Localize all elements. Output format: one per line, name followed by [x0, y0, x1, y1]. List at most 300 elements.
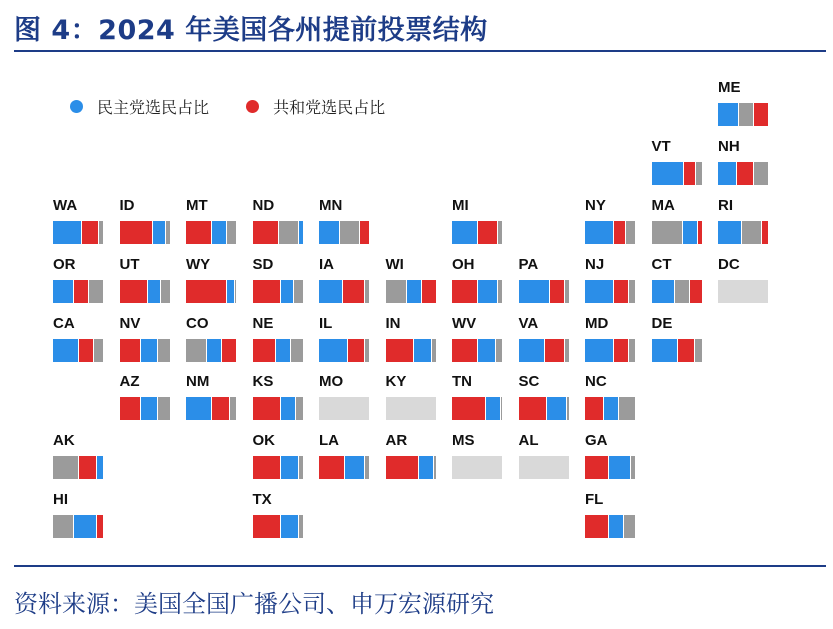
- state-tile-wi: [386, 257, 438, 303]
- state-tile-ma: [652, 198, 704, 244]
- bar-segment-dem: [298, 221, 303, 244]
- bar-segment-rep: [359, 221, 369, 244]
- bar-segment-rep: [120, 221, 153, 244]
- state-bar: [718, 280, 768, 303]
- bar-segment-other: [278, 221, 298, 244]
- bar-segment-rep: [73, 280, 88, 303]
- state-label: WY: [186, 255, 211, 273]
- state-label: ID: [119, 197, 135, 214]
- legend-label-rep: 共和党选民占比: [273, 98, 386, 117]
- state-tile-ne: [253, 316, 305, 362]
- bar-segment-dem: [280, 515, 298, 538]
- bar-segment-rep: [452, 397, 485, 420]
- bar-segment-rep: [253, 339, 276, 362]
- state-label: GA: [585, 432, 608, 450]
- state-bar: [253, 456, 303, 479]
- bar-segment-dem: [652, 162, 683, 185]
- state-bar: [319, 221, 369, 244]
- bar-segment-rep: [120, 397, 140, 420]
- bar-segment-dem: [585, 280, 613, 303]
- state-bar: [519, 456, 569, 479]
- state-label: WA: [53, 197, 78, 214]
- bar-segment-na: [452, 456, 502, 479]
- state-bar: [120, 221, 170, 244]
- state-label: PA: [518, 255, 539, 273]
- state-bar: [53, 339, 103, 362]
- state-bar: [386, 280, 436, 303]
- state-bar: [186, 339, 236, 362]
- bar-segment-other: [234, 280, 237, 303]
- state-tile-mo: [319, 374, 371, 420]
- bar-segment-dem: [140, 339, 158, 362]
- state-bar: [53, 280, 103, 303]
- bar-segment-other: [495, 339, 503, 362]
- state-tile-ks: [253, 374, 305, 420]
- bar-segment-other: [364, 456, 369, 479]
- state-label: MD: [585, 314, 609, 332]
- bar-segment-dem: [585, 339, 613, 362]
- bar-segment-other: [497, 221, 502, 244]
- state-bar: [585, 339, 635, 362]
- bar-segment-rep: [96, 515, 104, 538]
- state-tile-la: [319, 433, 371, 479]
- bar-segment-rep: [253, 456, 281, 479]
- bar-segment-rep: [386, 456, 419, 479]
- bar-segment-other: [652, 221, 682, 244]
- state-bar: [452, 339, 502, 362]
- state-bar: [718, 103, 768, 126]
- bar-segment-dem: [652, 339, 677, 362]
- state-label: AZ: [119, 373, 140, 391]
- state-bar: [386, 339, 436, 362]
- bar-segment-other: [628, 280, 636, 303]
- bar-segment-dem: [608, 456, 631, 479]
- state-label: MA: [651, 197, 675, 214]
- bar-segment-dem: [652, 280, 675, 303]
- bar-segment-other: [741, 221, 761, 244]
- legend-label-dem: 民主党选民占比: [97, 98, 210, 117]
- state-bar: [186, 280, 236, 303]
- state-bar: [253, 397, 303, 420]
- bar-segment-other: [88, 280, 103, 303]
- bar-segment-rep: [477, 221, 497, 244]
- state-bar: [585, 280, 635, 303]
- bar-segment-other: [386, 280, 406, 303]
- state-tile-ar: [386, 433, 438, 479]
- bar-segment-dem: [53, 221, 81, 244]
- state-label: KY: [385, 373, 407, 391]
- state-tile-dc: [718, 257, 770, 303]
- bar-segment-other: [623, 515, 636, 538]
- state-tile-mi: [452, 198, 504, 244]
- bar-segment-dem: [319, 280, 342, 303]
- state-bar: [53, 515, 103, 538]
- state-bar: [253, 280, 303, 303]
- state-tile-ga: [585, 433, 637, 479]
- state-label: IN: [385, 314, 401, 332]
- state-label: AK: [53, 432, 75, 450]
- bar-segment-rep: [120, 280, 148, 303]
- state-tile-tx: [253, 492, 305, 538]
- bar-segment-rep: [585, 515, 608, 538]
- state-tile-hi: [53, 492, 105, 538]
- bar-segment-dem: [452, 221, 477, 244]
- state-tile-ri: [718, 198, 770, 244]
- bar-segment-dem: [682, 221, 697, 244]
- state-label: DE: [651, 314, 673, 332]
- bar-segment-dem: [477, 339, 495, 362]
- state-label: NE: [252, 314, 274, 332]
- state-tile-az: [120, 374, 172, 420]
- bar-segment-other: [566, 397, 569, 420]
- state-bar: [585, 456, 635, 479]
- bar-segment-rep: [186, 280, 226, 303]
- state-label: SC: [518, 373, 540, 391]
- bar-segment-other: [226, 221, 236, 244]
- bar-segment-other: [53, 456, 78, 479]
- state-bar: [319, 280, 369, 303]
- state-bar: [519, 339, 569, 362]
- bar-segment-other: [628, 339, 636, 362]
- bar-segment-other: [625, 221, 635, 244]
- state-tile-nd: [253, 198, 305, 244]
- state-bar: [652, 339, 702, 362]
- bar-segment-dem: [280, 397, 295, 420]
- bar-segment-dem: [485, 397, 500, 420]
- state-label: ND: [252, 197, 275, 214]
- state-tile-ia: [319, 257, 371, 303]
- state-label: NC: [585, 373, 607, 391]
- state-label: SD: [252, 255, 274, 273]
- bar-segment-rep: [613, 280, 628, 303]
- state-bar: [319, 456, 369, 479]
- chart-title: 图 4：2024 年美国各州提前投票结构: [14, 15, 488, 46]
- bar-segment-rep: [683, 162, 696, 185]
- bar-segment-dem: [53, 280, 73, 303]
- state-bar: [120, 280, 170, 303]
- bar-segment-rep: [78, 456, 96, 479]
- state-bar: [652, 162, 702, 185]
- state-tile-al: [519, 433, 571, 479]
- bar-segment-rep: [186, 221, 211, 244]
- bar-segment-dem: [275, 339, 290, 362]
- state-label: RI: [718, 197, 733, 214]
- state-label: LA: [319, 432, 339, 450]
- state-tile-id: [120, 198, 172, 244]
- state-label: NM: [186, 373, 210, 391]
- bar-segment-other: [53, 515, 73, 538]
- bar-segment-other: [157, 339, 170, 362]
- source-note: 资料来源：美国全国广播公司、申万宏源研究: [14, 590, 494, 618]
- bar-segment-other: [293, 280, 303, 303]
- bar-segment-dem: [53, 339, 78, 362]
- bar-segment-rep: [253, 397, 281, 420]
- state-tile-nj: [585, 257, 637, 303]
- state-tile-ca: [53, 316, 105, 362]
- state-tile-mn: [319, 198, 371, 244]
- state-tile-ok: [253, 433, 305, 479]
- bar-segment-rep: [319, 456, 344, 479]
- bar-segment-dem: [603, 397, 618, 420]
- bar-segment-rep: [211, 397, 229, 420]
- bar-segment-dem: [211, 221, 226, 244]
- state-bar: [53, 221, 103, 244]
- state-label: KS: [252, 373, 274, 391]
- bar-segment-dem: [519, 339, 544, 362]
- bar-segment-other: [694, 339, 702, 362]
- bar-segment-rep: [421, 280, 436, 303]
- state-tile-vt: [652, 139, 704, 185]
- state-label: OK: [252, 432, 275, 450]
- bar-segment-dem: [413, 339, 431, 362]
- bar-segment-dem: [477, 280, 497, 303]
- bar-segment-other: [93, 339, 103, 362]
- bar-segment-rep: [544, 339, 564, 362]
- bar-segment-rep: [253, 515, 281, 538]
- bar-segment-rep: [585, 397, 603, 420]
- state-bar: [452, 397, 502, 420]
- state-tile-tn: [452, 374, 504, 420]
- state-label: MS: [452, 432, 475, 450]
- state-bar: [120, 397, 170, 420]
- state-bar: [585, 221, 635, 244]
- bar-segment-rep: [613, 339, 628, 362]
- state-bar: [186, 221, 236, 244]
- state-label: IL: [319, 314, 333, 332]
- state-label: NH: [718, 138, 740, 156]
- state-bar: [652, 280, 702, 303]
- bar-segment-rep: [761, 221, 769, 244]
- bar-segment-rep: [753, 103, 768, 126]
- bar-segment-rep: [689, 280, 702, 303]
- state-tile-pa: [519, 257, 571, 303]
- bar-segment-dem: [147, 280, 160, 303]
- state-tile-ms: [452, 433, 504, 479]
- state-label: VT: [651, 138, 671, 156]
- state-tile-wv: [452, 316, 504, 362]
- bar-segment-other: [618, 397, 636, 420]
- bar-segment-other: [298, 515, 303, 538]
- state-tile-sc: [519, 374, 571, 420]
- state-bar: [253, 339, 303, 362]
- state-label: DC: [718, 255, 740, 273]
- state-bar: [386, 397, 436, 420]
- bar-segment-other: [339, 221, 359, 244]
- bar-segment-other: [431, 339, 436, 362]
- bar-segment-dem: [280, 456, 298, 479]
- bar-segment-dem: [585, 221, 613, 244]
- state-bar: [452, 280, 502, 303]
- bar-segment-dem: [280, 280, 293, 303]
- state-label: MT: [186, 197, 208, 214]
- bar-segment-other: [497, 280, 502, 303]
- state-tile-in: [386, 316, 438, 362]
- bar-segment-rep: [452, 280, 477, 303]
- state-tile-me: [718, 80, 770, 126]
- bar-segment-rep: [347, 339, 365, 362]
- bar-segment-other: [738, 103, 753, 126]
- state-tile-oh: [452, 257, 504, 303]
- state-label: CO: [186, 314, 209, 332]
- state-tile-mt: [186, 198, 238, 244]
- bar-segment-rep: [253, 280, 281, 303]
- bar-segment-other: [157, 397, 170, 420]
- state-tile-wy: [186, 257, 238, 303]
- state-bar: [718, 162, 768, 185]
- bar-segment-dem: [718, 221, 741, 244]
- bar-segment-other: [674, 280, 689, 303]
- state-bar: [386, 456, 436, 479]
- bar-segment-rep: [253, 221, 278, 244]
- state-tile-nh: [718, 139, 770, 185]
- bar-segment-rep: [221, 339, 236, 362]
- bar-segment-other: [753, 162, 768, 185]
- bar-segment-dem: [344, 456, 364, 479]
- bar-segment-dem: [718, 162, 736, 185]
- state-tile-wa: [53, 198, 105, 244]
- bar-segment-rep: [585, 456, 608, 479]
- state-label: CT: [651, 255, 672, 273]
- state-tile-ky: [386, 374, 438, 420]
- state-tile-nv: [120, 316, 172, 362]
- state-label: MN: [319, 197, 343, 214]
- state-tile-ct: [652, 257, 704, 303]
- source-rule: [14, 565, 826, 567]
- bar-segment-dem: [718, 103, 738, 126]
- bar-segment-rep: [519, 397, 547, 420]
- bar-segment-dem: [140, 397, 158, 420]
- bar-segment-other: [564, 280, 569, 303]
- bar-segment-dem: [406, 280, 421, 303]
- bar-segment-dem: [319, 221, 339, 244]
- bar-segment-rep: [78, 339, 93, 362]
- bar-segment-other: [298, 456, 303, 479]
- bar-segment-other: [290, 339, 303, 362]
- bar-segment-dem: [73, 515, 96, 538]
- bar-segment-rep: [342, 280, 365, 303]
- state-tile-ny: [585, 198, 637, 244]
- bar-segment-rep: [736, 162, 754, 185]
- bar-segment-na: [386, 397, 436, 420]
- bar-segment-dem: [546, 397, 566, 420]
- bar-segment-other: [500, 397, 503, 420]
- bar-segment-dem: [519, 280, 549, 303]
- state-label: ME: [718, 79, 741, 97]
- bar-segment-na: [319, 397, 369, 420]
- bar-segment-other: [564, 339, 569, 362]
- state-label: CA: [53, 314, 75, 332]
- state-label: AR: [385, 432, 408, 450]
- state-bar: [186, 397, 236, 420]
- bar-segment-other: [295, 397, 303, 420]
- bar-segment-other: [229, 397, 237, 420]
- state-label: FL: [585, 491, 604, 508]
- state-bar: [319, 339, 369, 362]
- state-label: AL: [518, 432, 539, 450]
- state-label: IA: [319, 255, 334, 273]
- state-tile-nm: [186, 374, 238, 420]
- bar-segment-rep: [120, 339, 140, 362]
- bar-segment-dem: [152, 221, 165, 244]
- bar-segment-other: [695, 162, 702, 185]
- state-label: TX: [252, 491, 272, 508]
- state-label: NY: [585, 197, 606, 214]
- bar-segment-na: [718, 280, 768, 303]
- state-bar: [718, 221, 768, 244]
- bar-segment-dem: [418, 456, 433, 479]
- bar-segment-other: [630, 456, 635, 479]
- bar-segment-other: [433, 456, 436, 479]
- state-label: OH: [452, 255, 475, 273]
- state-label: UT: [119, 255, 140, 273]
- bar-segment-rep: [452, 339, 477, 362]
- state-label: MI: [452, 197, 469, 214]
- state-bar: [452, 456, 502, 479]
- state-label: NV: [119, 314, 141, 332]
- bar-segment-rep: [613, 221, 626, 244]
- state-tile-md: [585, 316, 637, 362]
- state-label: WI: [385, 255, 404, 273]
- state-bar: [253, 515, 303, 538]
- bar-segment-other: [364, 280, 369, 303]
- state-label: HI: [53, 491, 68, 508]
- state-tile-il: [319, 316, 371, 362]
- bar-segment-other: [98, 221, 103, 244]
- state-tile-ak: [53, 433, 105, 479]
- state-tile-sd: [253, 257, 305, 303]
- bar-segment-other: [186, 339, 206, 362]
- bar-segment-rep: [81, 221, 99, 244]
- state-tile-ut: [120, 257, 172, 303]
- state-label: MO: [319, 373, 344, 391]
- bar-segment-dem: [226, 280, 234, 303]
- bar-segment-other: [160, 280, 170, 303]
- state-tile-or: [53, 257, 105, 303]
- state-bar: [585, 515, 635, 538]
- state-label: OR: [53, 255, 76, 273]
- state-bar: [519, 397, 569, 420]
- state-bar: [253, 221, 303, 244]
- state-bar: [519, 280, 569, 303]
- bar-segment-other: [165, 221, 170, 244]
- state-tile-co: [186, 316, 238, 362]
- state-bar: [120, 339, 170, 362]
- bar-segment-dem: [186, 397, 211, 420]
- state-label: VA: [518, 314, 539, 332]
- bar-segment-rep: [697, 221, 702, 244]
- state-tile-nc: [585, 374, 637, 420]
- bar-segment-dem: [608, 515, 623, 538]
- state-bar: [319, 397, 369, 420]
- state-tile-de: [652, 316, 704, 362]
- bar-segment-dem: [206, 339, 221, 362]
- state-tile-fl: [585, 492, 637, 538]
- state-label: NJ: [585, 255, 605, 273]
- bar-segment-other: [364, 339, 369, 362]
- state-tile-va: [519, 316, 571, 362]
- bar-segment-rep: [677, 339, 695, 362]
- bar-segment-dem: [96, 456, 104, 479]
- bar-segment-dem: [319, 339, 347, 362]
- bar-segment-na: [519, 456, 569, 479]
- state-bar: [652, 221, 702, 244]
- bar-segment-rep: [549, 280, 564, 303]
- state-bar: [452, 221, 502, 244]
- bar-segment-rep: [386, 339, 414, 362]
- state-label: TN: [452, 373, 472, 391]
- state-label: WV: [452, 314, 477, 332]
- state-bar: [585, 397, 635, 420]
